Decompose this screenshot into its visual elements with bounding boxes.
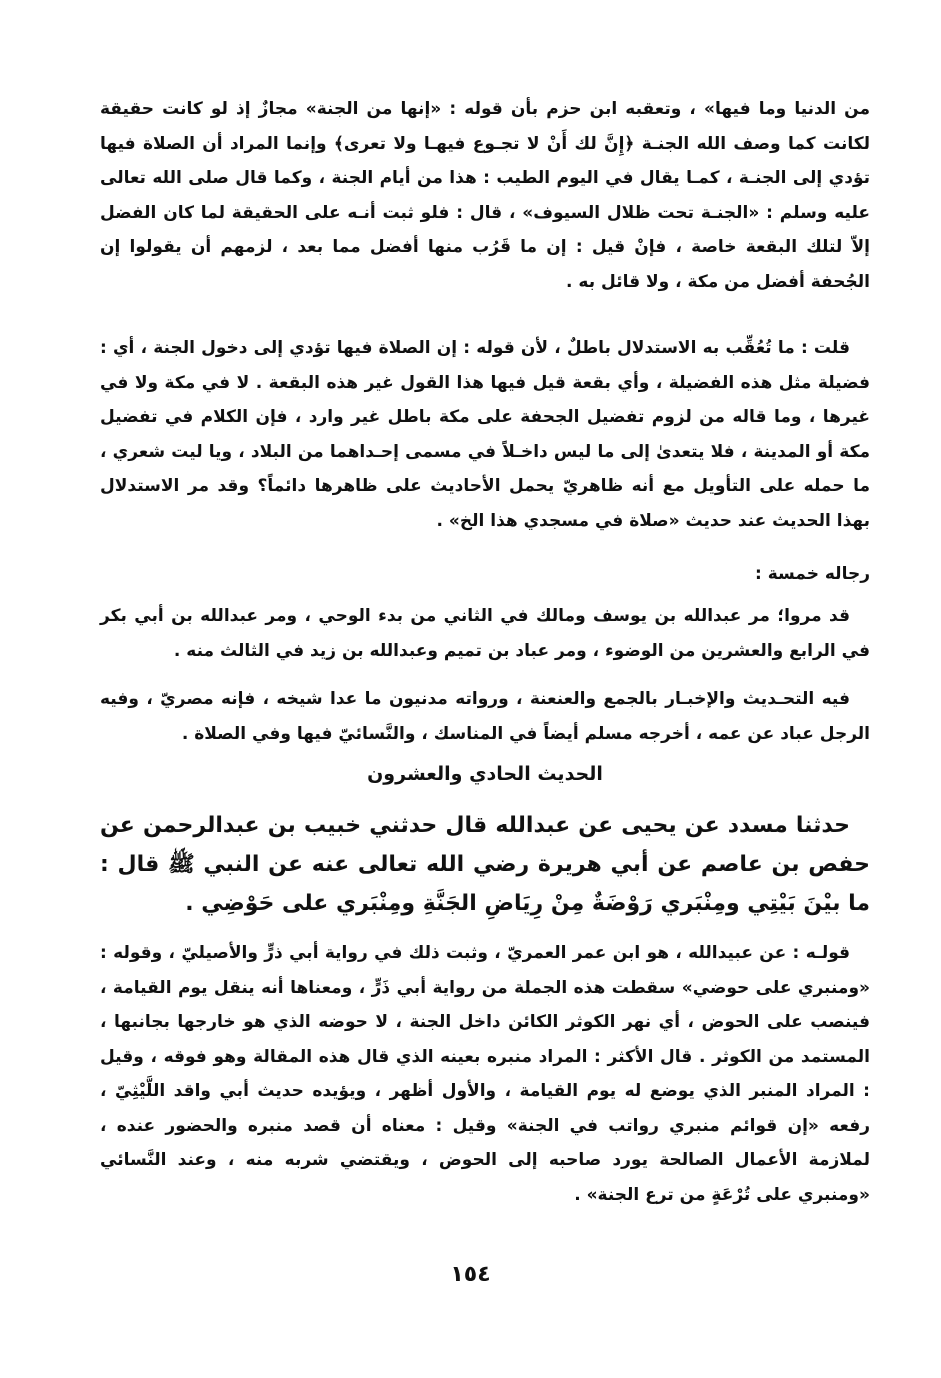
hadith-heading: الحديث الحادي والعشرون bbox=[367, 763, 603, 785]
hadith-text: حدثنا مسدد عن يحيى عن عبدالله قال حدثني خبيب بن عبدالرحمن عن حفص بن عاصم عن أبي هريرة رضي الله تعالى عنه عن النبي ﷺ قال : ما بيْنَ بَيْتِي ومِنْبَري رَوْضَةٌ مِنْ رِيَاضِ الجَنَّةِ ومِنْبَري على حَوْضِي . bbox=[100, 813, 870, 916]
paragraph-1: من الدنيا وما فيها» ، وتعقبه ابن حزم بأن قوله : «إنها من الجنة» مجازٌ إذ لو كانت حقيقة لكانت كما وصف الله الجنـة ﴿إِنَّ لك أَنْ لا تجـوع فيهـا ولا تعرى﴾ وإنما المراد أن الصلاة فيها تؤدي إلى الجنـة ، كمـا يقال في اليوم الطيب : هذا من أيام الجنة ، وكما قال صلى الله تعالى عليه وسلم : «الجنـة تحت ظلال السيوف» ، قال : فلو ثبت أنـه على الحقيقة لما كان الفضل إلاّ لتلك البقعة خاصة ، فإنْ قيل : إن ما قَرُب منها أفضل مما بعد ، لزمهم أن يقولوا إن الجُحفة أفضل من مكة ، ولا قائل به . bbox=[100, 99, 870, 292]
paragraph-3: قد مروا؛ مر عبدالله بن يوسف ومالك في الثاني من بدء الوحي ، ومر عبدالله بن أبي بكر في الرابع والعشرين من الوضوء ، ومر عباد بن تميم وعبدالله بن زيد في الثالث منه . bbox=[100, 606, 870, 661]
paragraph-4: فيه التحـديث والإخبـار بالجمع والعنعنة ، ورواته مدنيون ما عدا شيخه ، فإنه مصريّ ، وفيه الرجل عباد عن عمه ، أخرجه مسلم أيضاً في المناسك ، والنَّسائيّ فيها وفي الصلاة . bbox=[100, 689, 870, 744]
rijal-heading: رجاله خمسة : bbox=[754, 564, 870, 584]
page-number: ١٥٤ bbox=[450, 1262, 491, 1287]
paragraph-5: قولـه : عن عبيدالله ، هو ابن عمر العمريّ ، وثبت ذلك في رواية أبي ذرٍّ والأصيليّ ، وقوله : «ومنبري على حوضي» سقطت هذه الجملة من رواية أبي ذَرٍّ ، ومعناها أنه ينقل يوم القيامة ، فينصب على الحوض ، أي نهر الكوثر الكائن داخل الجنة ، لا حوضه الذي هو خارجها بجانبها ، المستمد من الكوثر . قال الأكثر : المراد منبره بعينه الذي قال هذه المقالة وهو فوقه ، وقيل : المراد المنبر الذي يوضع له يوم القيامة ، والأول أظهر ، ويؤيده حديث أبي واقد اللَّيْثِيّ ، رفعه «إن قوائم منبري رواتب في الجنة» وقيل : معناه أن قصد منبره والحضور عنده ، لملازمة الأعمال الصالحة يورد صاحبه إلى الحوض ، ويقتضي شربه منه ، وعند النَّسائي «ومنبري على تُرْعَةٍ من ترع الجنة» . bbox=[100, 943, 870, 1205]
paragraph-2: قلت : ما تُعُقِّب به الاستدلال باطلٌ ، لأن قوله : إن الصلاة فيها تؤدي إلى دخول الجنة ، أي : فضيلة مثل هذه الفضيلة ، وأي بقعة قيل فيها هذا القول غير هذه البقعة . لا في مكة ولا في غيرها ، وما قاله من لزوم تفضيل الجحفة على مكة باطل غير وارد ، فإن الكلام في تفضيل مكة أو المدينة ، فلا يتعدىٰ إلى ما ليس داخـلاً في مسمى إحـداهما من البلاد ، ويا ليت شعري ، ما حمله على التأويل مع أنه ظاهريّ يحمل الأحاديث على ظاهرها دائماً؟ وقد مر الاستدلال بهذا الحديث عند حديث «صلاة في مسجدي هذا الخ» . bbox=[100, 338, 870, 531]
